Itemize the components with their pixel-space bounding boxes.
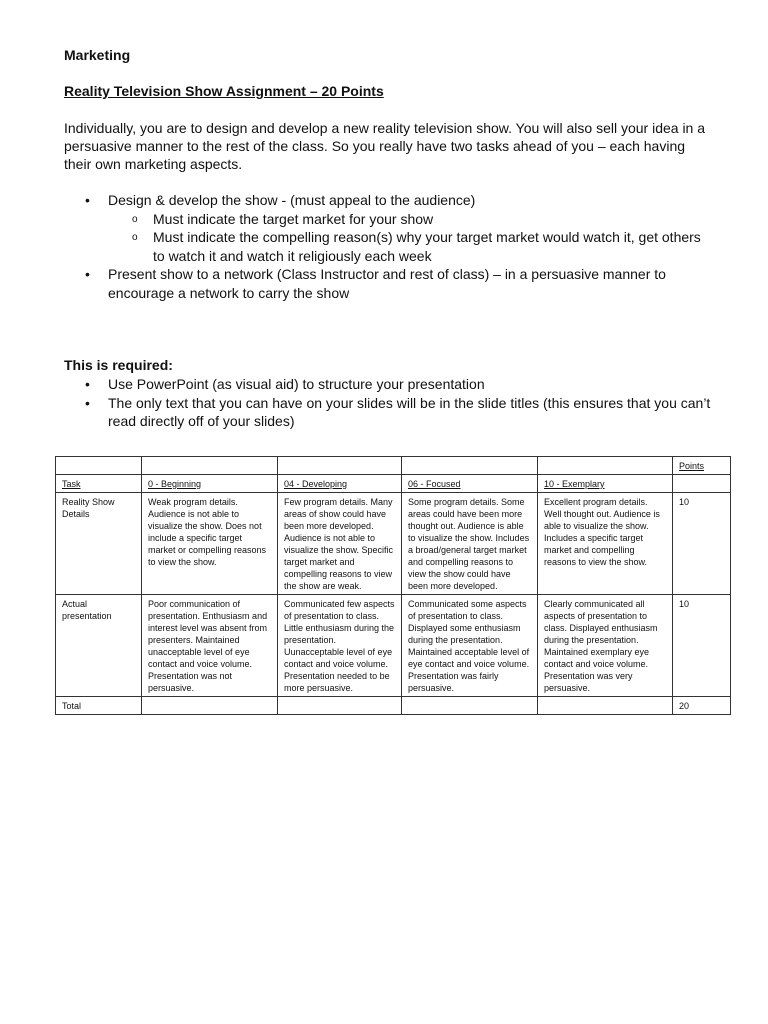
column-header-beginning: 0 - Beginning: [142, 475, 278, 493]
total-label: Total: [56, 697, 142, 715]
cell-beginning: Weak program details. Audience is not able to visualize the show. Does not include a specific target market or compelling reasons to view the show.: [142, 493, 278, 595]
sub-item-target-market: o Must indicate the target market for your show: [108, 210, 714, 229]
table-cell: [673, 475, 731, 493]
required-list: [64, 375, 714, 431]
task-item-design: [64, 191, 714, 265]
points-header: Points: [673, 457, 731, 475]
table-cell: [538, 457, 673, 475]
table-header-row: [56, 475, 731, 493]
required-item-slide-text: • The only text that you can have on your slides will be in the slide titles (this ensures that you can’t read directly off of your slides): [64, 394, 714, 431]
task-item-design-text: Design & develop the show - (must appeal to the audience): [108, 192, 476, 208]
table-cell: [56, 457, 142, 475]
cell-developing: Few program details. Many areas of show could have been more developed. Audience is not able to visualize the show. Specific target market and compelling reasons to view the show are weak.: [278, 493, 402, 595]
rubric-table: [55, 456, 731, 715]
table-row: [56, 595, 731, 697]
row-task-label: Reality Show Details: [56, 493, 142, 595]
table-cell: [278, 697, 402, 715]
sub-item-compelling-reason: o Must indicate the compelling reason(s) why your target market would watch it, get others to watch it and watch it religiously each week: [108, 228, 714, 265]
cell-points: 10: [673, 493, 731, 595]
table-total-row: [56, 697, 731, 715]
task-item-present-text: Present show to a network (Class Instructor and rest of class) – in a persuasive manner to encourage a network to carry the show: [108, 266, 666, 301]
column-header-task: Task: [56, 475, 142, 493]
column-header-focused: 06 - Focused: [402, 475, 538, 493]
table-cell: [538, 697, 673, 715]
table-cell: [142, 457, 278, 475]
table-cell: [402, 697, 538, 715]
cell-exemplary: Excellent program details. Well thought out. Audience is able to visualize the show. Includes a specific target market and compelling reasons to view the show.: [538, 493, 673, 595]
total-points: 20: [673, 697, 731, 715]
column-header-exemplary: 10 - Exemplary: [538, 475, 673, 493]
row-task-label: Actual presentation: [56, 595, 142, 697]
cell-beginning: Poor communication of presentation. Enthusiasm and interest level was absent from presenters. Maintained unacceptable level of eye contact and voice volume. Presentation was not persuasive.: [142, 595, 278, 697]
task-list: [64, 191, 714, 302]
design-sublist: [108, 210, 714, 266]
required-heading: This is required:: [64, 357, 173, 373]
table-cell: [142, 697, 278, 715]
table-row: [56, 457, 731, 475]
cell-focused: Some program details. Some areas could have been more thought out. Audience is able to visualize the show. Includes a broad/general target market and compelling reasons to view the show could have been more developed.: [402, 493, 538, 595]
required-item-powerpoint: • Use PowerPoint (as visual aid) to structure your presentation: [64, 375, 714, 394]
table-cell: [278, 457, 402, 475]
cell-points: 10: [673, 595, 731, 697]
cell-exemplary: Clearly communicated all aspects of presentation to class. Displayed enthusiasm during the presentation. Maintained exemplary eye contact and voice volume. Presentation was very persuasive.: [538, 595, 673, 697]
column-header-developing: 04 - Developing: [278, 475, 402, 493]
intro-paragraph: Individually, you are to design and develop a new reality television show. You will also sell your idea in a persuasive manner to the rest of the class. So you really have two tasks ahead of you – each having their own marketing aspects.: [64, 120, 706, 172]
cell-focused: Communicated some aspects of presentation to class. Displayed some enthusiasm during the presentation. Maintained acceptable level of eye contact and voice volume. Presentation was fairly persuasive.: [402, 595, 538, 697]
cell-developing: Communicated few aspects of presentation to class. Little enthusiasm during the presentation. Uunacceptable level of eye contact and voice volume. Presentation needed to be more persuasive.: [278, 595, 402, 697]
table-cell: [402, 457, 538, 475]
task-item-present: [64, 265, 714, 302]
assignment-title: Reality Television Show Assignment – 20 Points: [64, 83, 384, 99]
table-row: [56, 493, 731, 595]
subject-heading: Marketing: [64, 47, 131, 63]
